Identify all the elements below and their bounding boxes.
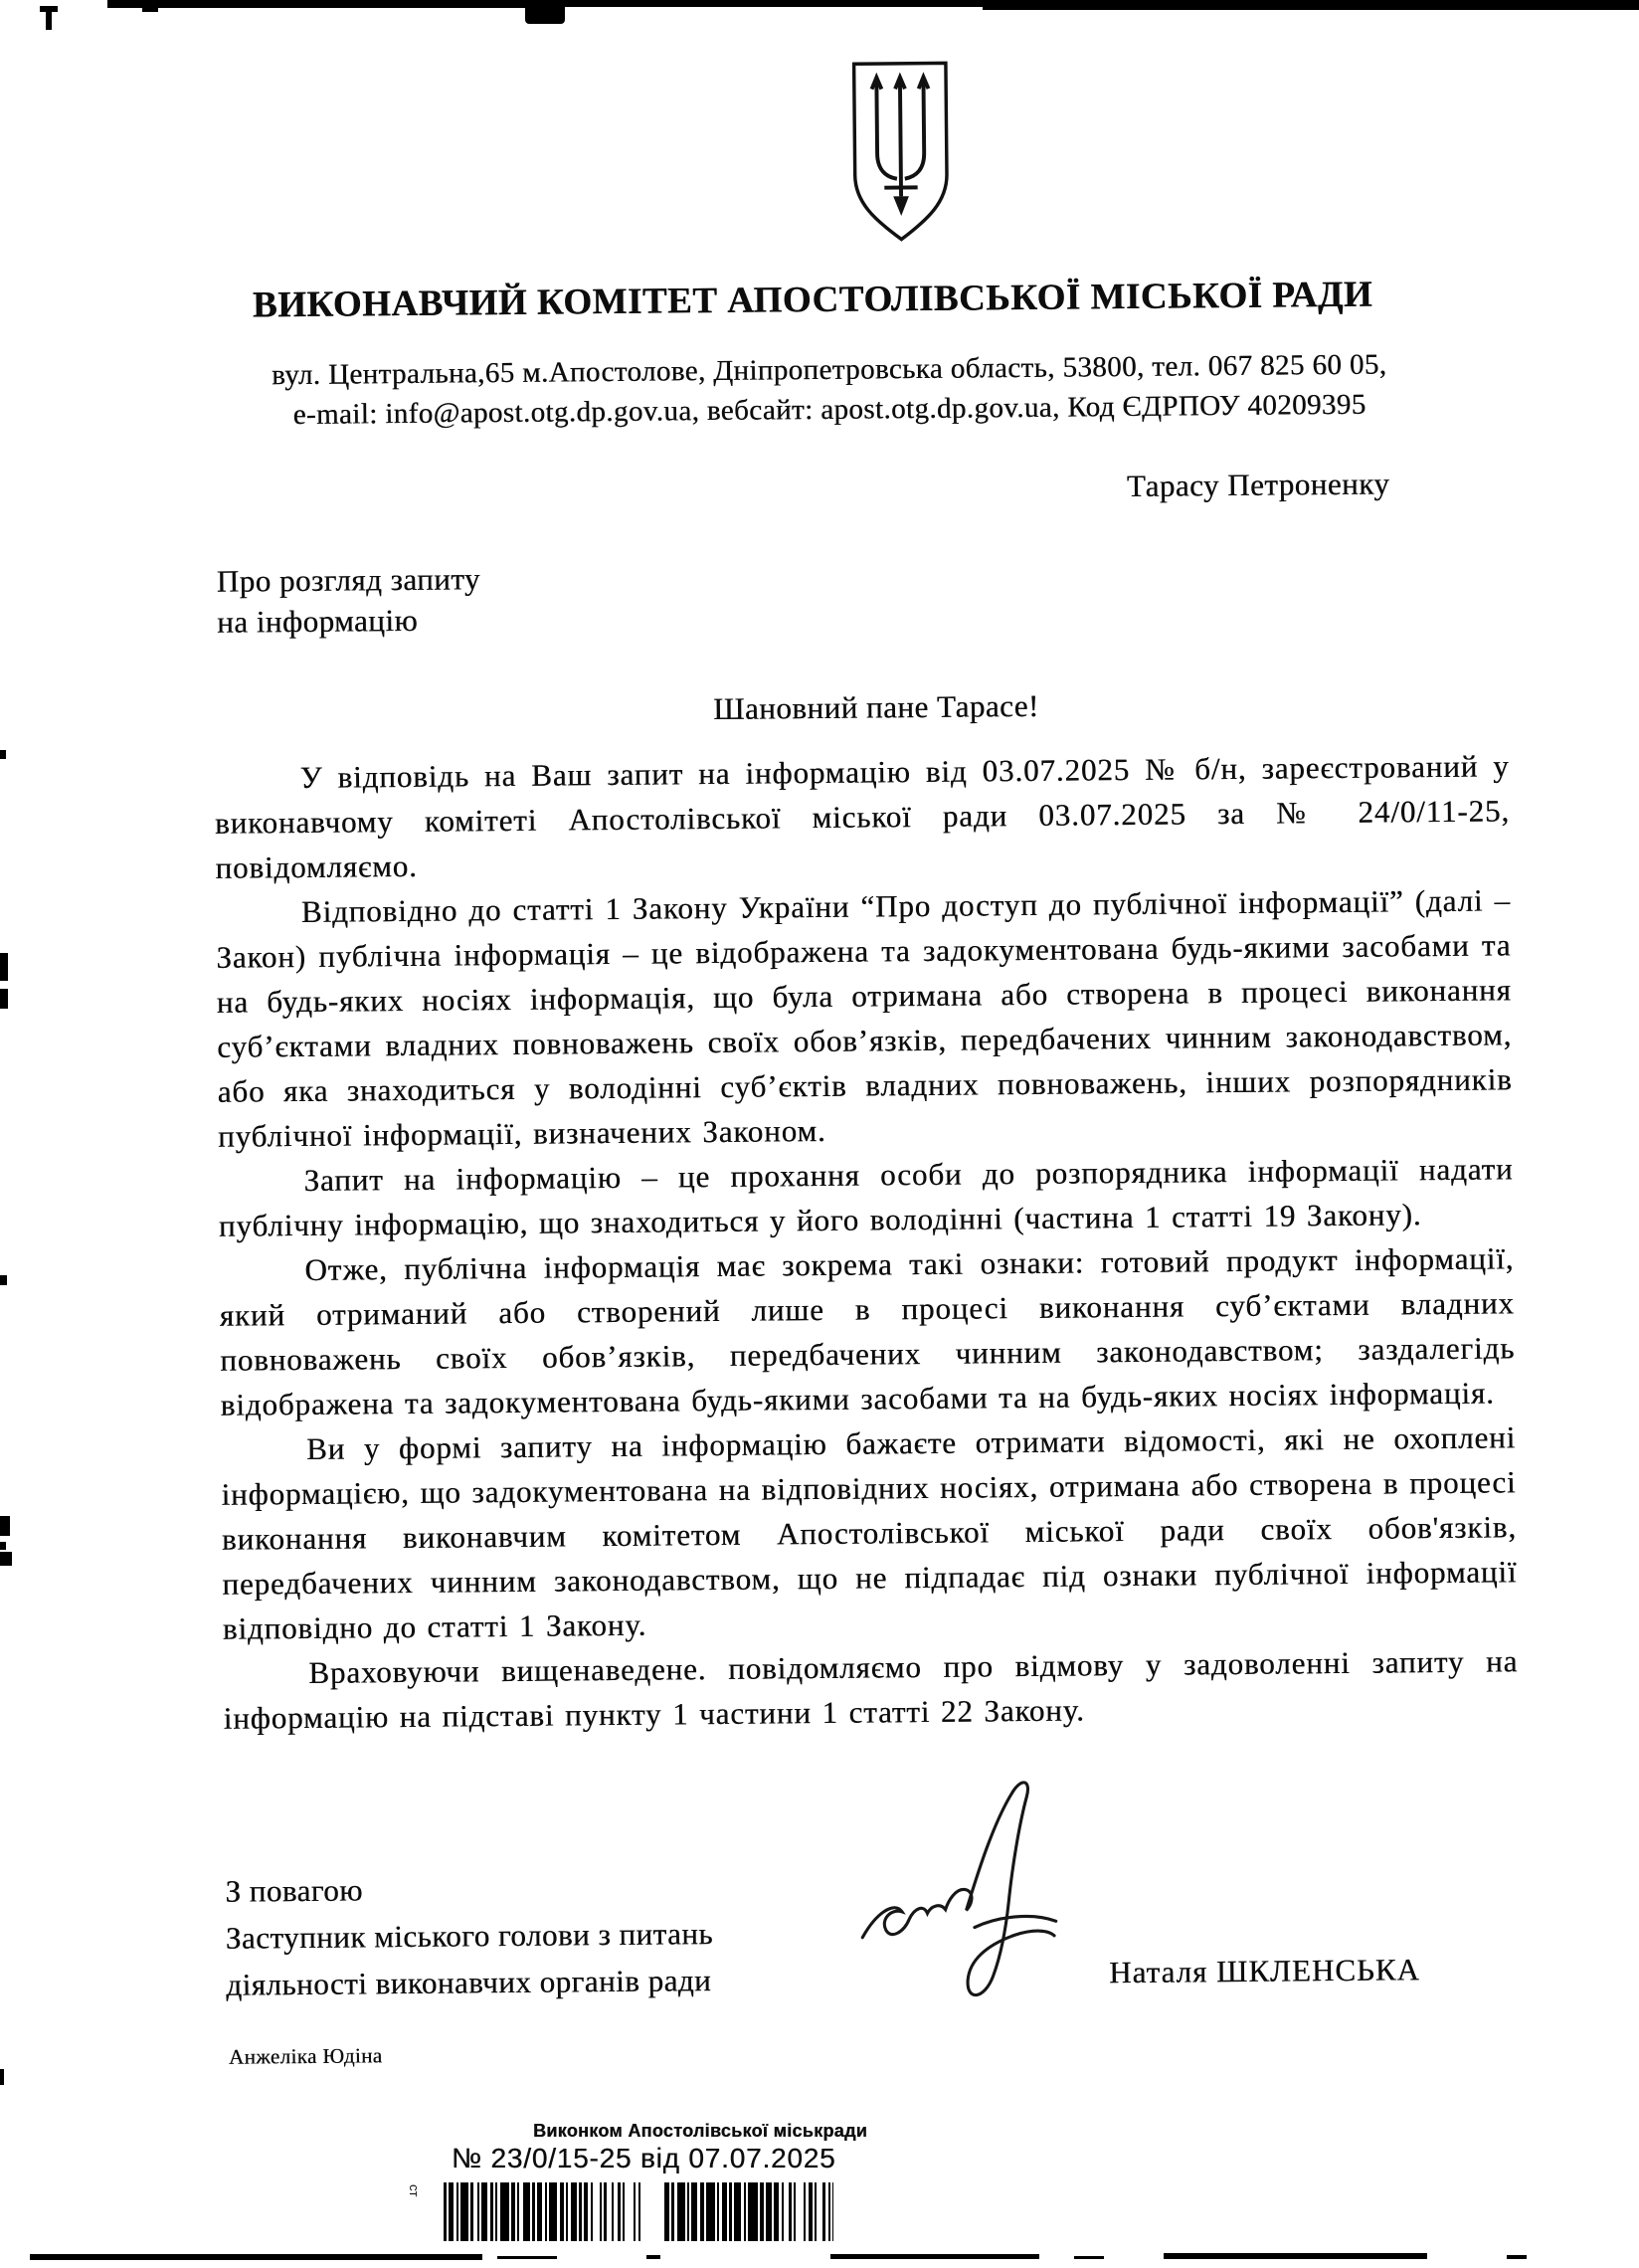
closing: З повагою [225, 1872, 364, 1909]
salutation: Шановний пане Тарасе! [712, 687, 1039, 727]
subject-line-2: на інформацію [216, 602, 419, 640]
executor-name: Анжеліка Юдіна [228, 2043, 383, 2069]
address-line-2: e-mail: info@apost.otg.dp.gov.ua, вебсайт: apost.otg.dp.gov.ua, Код ЄДРПОУ 40209395 [292, 388, 1366, 432]
letterhead-address [113, 343, 1547, 437]
signer-name: Наталя ШКЛЕНСЬКА [1109, 1952, 1420, 1990]
body-paragraph: Запит на інформацію – це прохання особи до розпорядника інформації надати публічну інформацію, що знаходиться у його володінні (частина 1 статті 19 Закону). [218, 1151, 1514, 1243]
signer-position-line-2: діяльності виконавчих органів ради [226, 1963, 712, 2002]
body-paragraph: Враховуючи вищенаведене. повідомляємо про відмову у задоволенні запиту на інформацію на підставі пункту 1 частини 1 статті 22 Закону. [223, 1643, 1519, 1736]
recipient-name: Тарасу Петроненку [1126, 466, 1390, 504]
stamp-registration-number: № 23/0/15-25 від 07.07.2025 [452, 2143, 836, 2174]
signer-position-line-1: Заступник міського голови з питань [225, 1916, 714, 1956]
letter-body [214, 743, 1518, 1740]
body-paragraph: Отже, публічна інформація має зокрема такі ознаки: готовий продукт інформації, який отриманий або створений лише в процесі виконання суб’єктами владних повноважень своїх обов’язків, передбачених чинним законодавством; заздалегідь відображена та задокументована будь-якими засобами та на будь-яких носіях інформація. [219, 1240, 1516, 1422]
subject-line-1: Про розгляд запиту [216, 561, 481, 599]
signature-block [225, 1863, 713, 2008]
registration-barcode [444, 2182, 833, 2241]
stamp-organization: Виконком Апостолівської міськради [533, 2121, 868, 2141]
organization-title: ВИКОНАВЧИЙ КОМІТЕТ АПОСТОЛІВСЬКОЇ МІСЬКОЇ РАДИ [252, 274, 1373, 326]
address-line-1: вул. Центральна,65 м.Апостолове, Дніпропетровська область, 53800, тел. 067 825 60 05, [271, 348, 1387, 392]
scan-artifact [0, 2069, 4, 2085]
barcode-side-text: ст [407, 2184, 422, 2197]
body-paragraph: У відповідь на Ваш запит на інформацію від 03.07.2025 № б/н, зареєстрований у виконавчому комітеті Апостолівської міської ради 03.07.2025 за № 24/0/11-25, повідомляємо. [214, 748, 1511, 885]
body-paragraph: Ви у формі запиту на інформацію бажаєте отримати відомості, які не охоплені інформацією, що задокументована на відповідних носіях, отримана або створена в процесі виконання виконавчим комітетом Апостолівської міської ради своїх обов'язків, передбачених чинним законодавством, що не підпадає під ознаки публічної інформації відповідно до статті 1 Закону. [221, 1419, 1518, 1646]
subject-block [217, 558, 481, 643]
ukraine-trident-emblem [846, 57, 956, 249]
handwritten-signature [844, 1764, 1128, 2031]
body-paragraph: Відповідно до статті 1 Закону України “Про доступ до публічної інформації” (далі – Закон) публічна інформація – це відображена та задокументована будь-якими засобами та на будь-яких носіях інформація, що була отримана або створена в процесі виконання суб’єктами владних повноважень своїх обов’язків, передбачених чинним законодавством, або яка знаходиться у володінні суб’єктів владних повноважень, інших розпорядників публічної інформації, визначених Законом. [216, 882, 1513, 1154]
